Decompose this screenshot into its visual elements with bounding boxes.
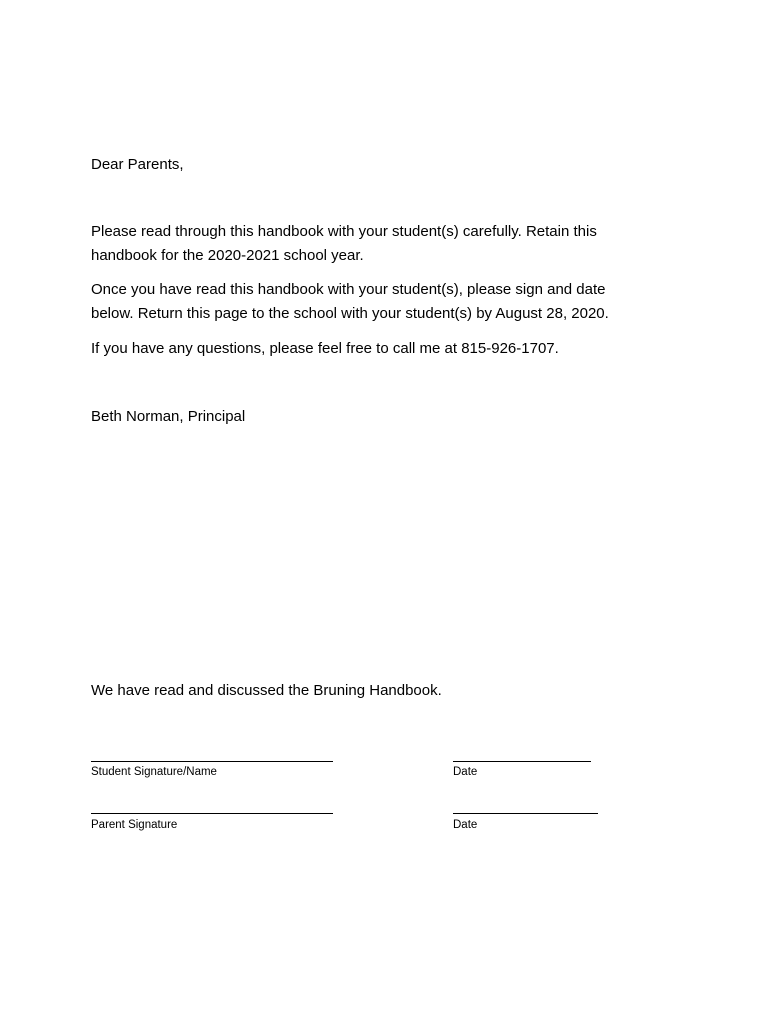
parent-date-line xyxy=(453,813,598,814)
student-date-label: Date xyxy=(453,766,478,778)
salutation: Dear Parents, xyxy=(91,156,184,173)
parent-signature-line xyxy=(91,813,333,814)
paragraph-1-line-2: handbook for the 2020-2021 school year. xyxy=(91,247,364,264)
paragraph-3: If you have any questions, please feel free to call me at 815-926-1707. xyxy=(91,340,559,357)
acknowledgement-statement: We have read and discussed the Bruning Handbook. xyxy=(91,682,442,699)
paragraph-2-line-1: Once you have read this handbook with your student(s), please sign and date xyxy=(91,281,606,298)
paragraph-1-line-1: Please read through this handbook with your student(s) carefully. Retain this xyxy=(91,223,597,240)
student-date-line xyxy=(453,761,591,762)
parent-signature-label: Parent Signature xyxy=(91,819,178,831)
parent-date-label: Date xyxy=(453,819,478,831)
student-signature-line xyxy=(91,761,333,762)
paragraph-2-line-2: below. Return this page to the school with your student(s) by August 28, 2020. xyxy=(91,305,609,322)
signoff: Beth Norman, Principal xyxy=(91,408,246,425)
student-signature-label: Student Signature/Name xyxy=(91,766,217,778)
